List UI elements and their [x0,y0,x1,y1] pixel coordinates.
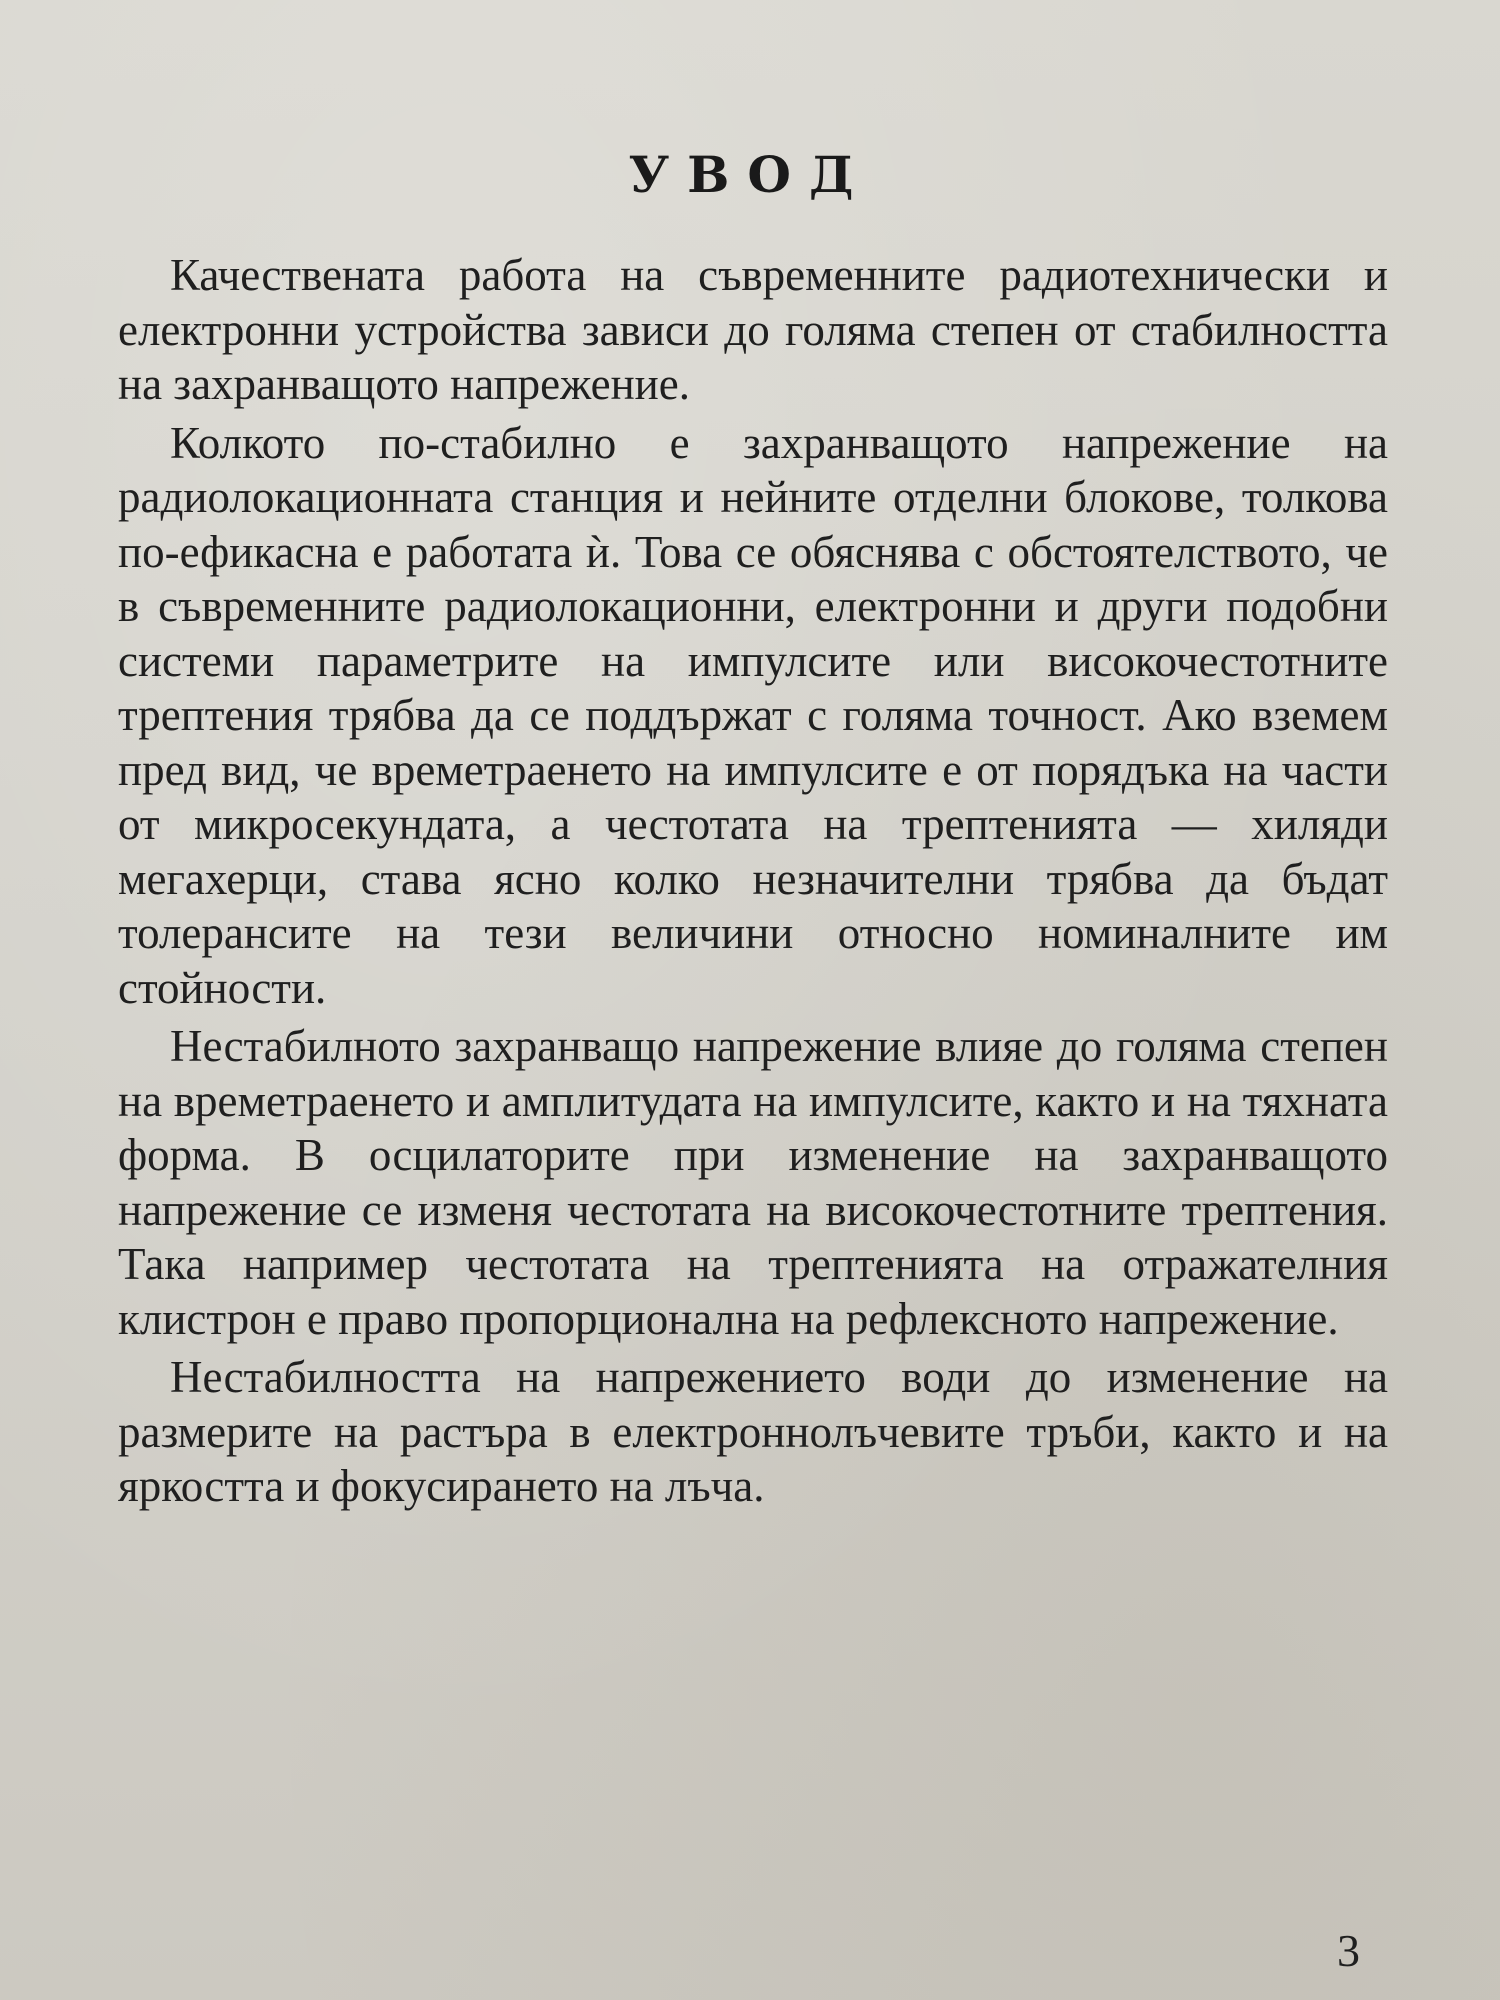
paragraph-1: Качествената работа на съвременните радиотехнически и електронни устройства зависи до голяма степен от стабилността на захранващото напрежение. [118,250,1388,409]
body-text [118,248,1388,1518]
chapter-title: УВОД [628,145,872,204]
paragraph-3: Нестабилното захранващо напрежение влияе до голяма степен на времетраенето и амплитудата на импулсите, както и на тяхната форма. В осцилаторите при изменение на захранващото напрежение се изменя честотата на високочестотните трептения. Така например честотата на трептенията на отражателния клистрон е право пропорционална на рефлексното напрежение. [118,1021,1388,1344]
paragraph-4: Нестабилността на напрежението води до изменение на размерите на растъра в електроннолъчевите тръби, както и на яркостта и фокусирането на лъча. [118,1352,1388,1511]
page-number: 3 [1337,1925,1360,1976]
paragraph-2: Колкото по-стабилно е захранващото напрежение на радиолокационната станция и нейните отделни блокове, толкова по-ефикасна е работата ѝ. Това се обяснява с обстоятелството, че в съвременните радиолокационни, електронни и други подобни системи параметрите на импулсите или високочестотните трептения трябва да се поддържат с голяма точност. Ако вземем пред вид, че времетраенето на импулсите е от порядъка на части от микросекундата, а честотата на трептенията — хиляди мегахерци, става ясно колко незначителни трябва да бъдат толерансите на тези величини относно номиналните им стойности. [118,417,1388,1013]
